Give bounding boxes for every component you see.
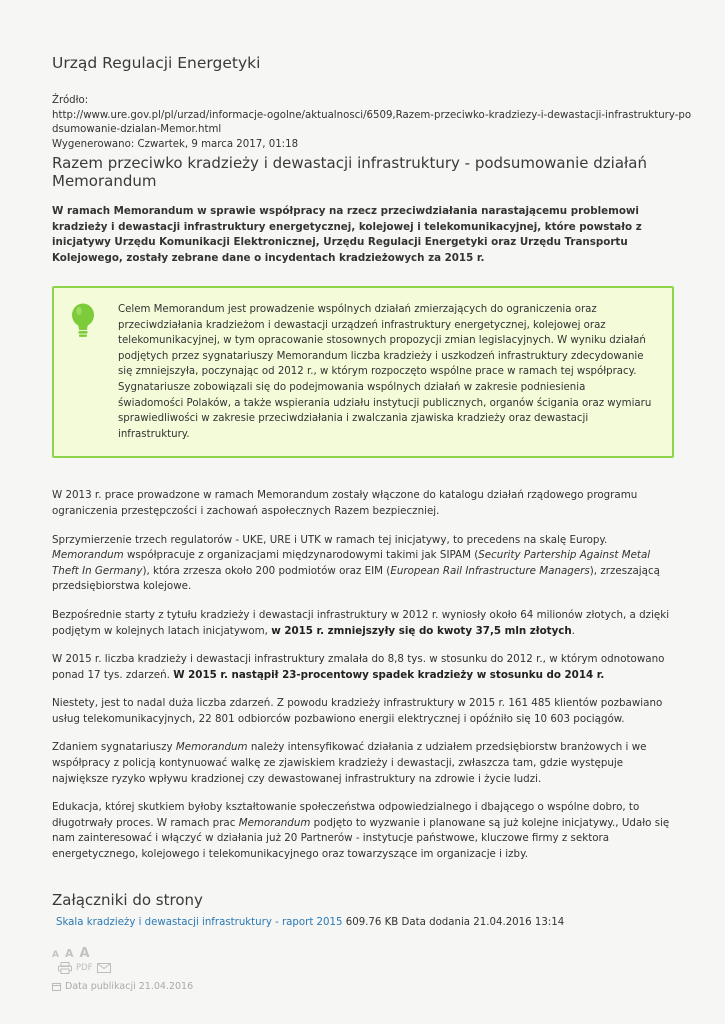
pdf-icon[interactable]: PDF: [76, 962, 93, 973]
info-box-text: Celem Memorandum jest prowadzenie wspólnych działań zmierzających do ograniczenia oraz przeciwdziałania kradzieżom i dewastacji urządzeń infrastruktury energetycznej, kolejowej oraz telekomunikacyjnej, w tym opracowanie stosownych propozycji zmian legislacyjnych. W wyniku działań podjętych przez sygnatariuszy Memorandum liczba kradzieży i uszkodzeń infrastruktury zdecydowanie się zmniejszyła, poczynając od 2012 r., w którym rozpoczęto wspólne prace w ramach tej współpracy. Sygnatariusze zobowiązali się do podejmowania wspólnych działań w zakresie podniesienia świadomości Polaków, a także wspierania udziału instytucji publicznych, organów ścigania oraz wymiaru sprawiedliwości w zakresie przeciwdziałania i zwalczania zjawiska kradzieży oraz dewastacji infrastruktury.: [118, 304, 652, 440]
paragraph-7-text-c: podjęto to wyzwanie i planowane są już kolejne inicjatywy., Udało się nam zainteresować i włączyć w działania już 20 Partnerów - instytucje państwowe, kluczowe firmy z sektora energetycznego, kolejowego i telekomunikacyjnego oraz towarzyszące im organizacje i izby.: [52, 816, 670, 861]
mail-icon[interactable]: [97, 963, 111, 973]
paragraph-4-text-b: W 2015 r. nastąpił 23-procentowy spadek kradzieży w stosunku do 2014 r.: [173, 668, 605, 681]
paragraph-7-text-a: Edukacja, której skutkiem byłoby kształtowanie społeczeństwa odpowiedzialnego i dbającego o wspólne dobro, to długotrwały proces. W ramach prac: [52, 801, 640, 829]
generated-date: Wygenerowano: Czwartek, 9 marca 2017, 01:18: [52, 138, 299, 150]
content: [52, 54, 692, 992]
publication-date: [52, 981, 674, 992]
attachment-size: 609.76 KB: [345, 916, 399, 928]
paragraph-6-text-c: należy intensyfikować działania z udziałem przedsiębiorstw branżowych i we współpracy z policją kontynuować walkę ze zjawiskiem kradzieży i dewastacji, zwłaszcza tam, gdzie występuje największe ryzyko wpływu kradzionej czy dewastowanej infrastruktury na zdrowie i życie ludzi.: [52, 741, 647, 785]
paragraph-2-text-e: ), która zrzesza około 200 podmiotów oraz EIM (: [142, 564, 391, 577]
paragraph-3-text-a: Bezpośrednie starty z tytułu kradzieży i dewastacji infrastruktury w 2012 r. wyniosły około 64 milionów złotych, a dzięki podjętym w kolejnych latach inicjatywom,: [52, 608, 670, 637]
tool-icons: [52, 962, 674, 974]
paragraph-2-text-b: Memorandum: [52, 549, 124, 562]
paragraph-2-text-f: European Rail Infrastructure Managers: [390, 564, 590, 577]
site-title: Urząd Regulacji Energetyki: [52, 54, 261, 72]
attachment-link[interactable]: Skala kradzieży i dewastacji infrastruktury - raport 2015: [56, 916, 343, 928]
paragraph-5: Niestety, jest to nadal duża liczba zdarzeń. Z powodu kradzieży infrastruktury w 2015 r. 161 485 klientów pozbawiano usług telekomunikacyjnych, 22 801 odbiorców pozbawiono energii elektrycznej i opóźniło się 10 603 pociągów.: [52, 697, 663, 725]
source-meta: [52, 94, 692, 152]
attachment-date: Data dodania 21.04.2016 13:14: [401, 916, 565, 928]
paragraph-2-text-g: ), zrzeszającą przedsiębiorstwa kolejowe.: [52, 564, 660, 593]
paragraph-1: W 2013 r. prace prowadzone w ramach Memorandum zostały włączone do katalogu działań rządowego programu ograniczenia przestępczości i zachowań aspołecznych Razem bezpieczniej.: [52, 489, 638, 517]
page-tools: [52, 942, 674, 992]
font-size-controls: [52, 942, 674, 961]
font-size-large-button[interactable]: A: [79, 945, 90, 961]
paragraph-3-text-c: .: [571, 624, 576, 637]
paragraph-6-text-b: Memorandum: [175, 741, 248, 754]
paragraph-3: [52, 608, 674, 639]
lightbulb-icon: [68, 302, 98, 340]
publication-date-text: Data publikacji 21.04.2016: [65, 980, 194, 992]
article-title: Razem przeciwko kradzieży i dewastacji infrastruktury - podsumowanie działań Memorandum: [52, 154, 648, 190]
paragraph-7: [52, 800, 674, 862]
font-size-medium-button[interactable]: A: [64, 946, 74, 960]
paragraph-6-text-a: Zdaniem sygnatariuszy: [52, 741, 176, 754]
paragraph-4-text-a: W 2015 r. liczba kradzieży i dewastacji infrastruktury zmalała do 8,8 tys. w stosunku do 2012 r., w którym odnotowano ponad 17 tys. zdarzeń.: [52, 653, 665, 681]
paragraph-2-text-a: Sprzymierzenie trzech regulatorów - UKE, URE i UTK w ramach tej inicjatywy, to precedens na skalę Europy.: [52, 533, 608, 546]
print-icon[interactable]: [58, 962, 72, 974]
paragraph-2: [52, 533, 674, 595]
paragraph-4: [52, 652, 674, 683]
attachments-title: Załączniki do strony: [52, 890, 203, 909]
paragraph-2-text-d: Security Partership Against Metal Theft In Germany: [52, 549, 651, 577]
lead-paragraph: W ramach Memorandum w sprawie współpracy na rzecz przeciwdziałania narastającemu problemowi kradzieży i dewastacji infrastruktury energetycznej, kolejowej i telekomunikacyjnej, które powstało z inicjatywy Urzędu Komunikacji Elektronicznej, Urzędu Regulacji Energetyki oraz Urzędu Transportu Kolejowego, zostały zebrane dane o incydentach kradzieżowych za 2015 r.: [52, 205, 642, 264]
source-url-line2: dsumowanie-dzialan-Memor.html: [52, 124, 222, 135]
info-box: [52, 286, 674, 458]
paragraph-7-text-b: Memorandum: [238, 816, 311, 829]
attachment-item: [52, 917, 674, 928]
source-url-line1: http://www.ure.gov.pl/pl/urzad/informacje-ogolne/aktualnosci/6509,Razem-przeciwko-kradziezy-i-dewastacji-infrastruktury-po: [52, 109, 692, 121]
source-label: Źródło:: [52, 95, 89, 106]
calendar-icon: [52, 982, 61, 991]
paragraph-2-text-c: współpracuje z organizacjami międzynarodowymi takimi jak SIPAM (: [123, 549, 479, 562]
paragraph-3-text-b: w 2015 r. zmniejszyły się do kwoty 37,5 mln złotych: [271, 624, 572, 637]
font-size-small-button[interactable]: A: [52, 949, 59, 960]
paragraph-6: [52, 740, 674, 787]
